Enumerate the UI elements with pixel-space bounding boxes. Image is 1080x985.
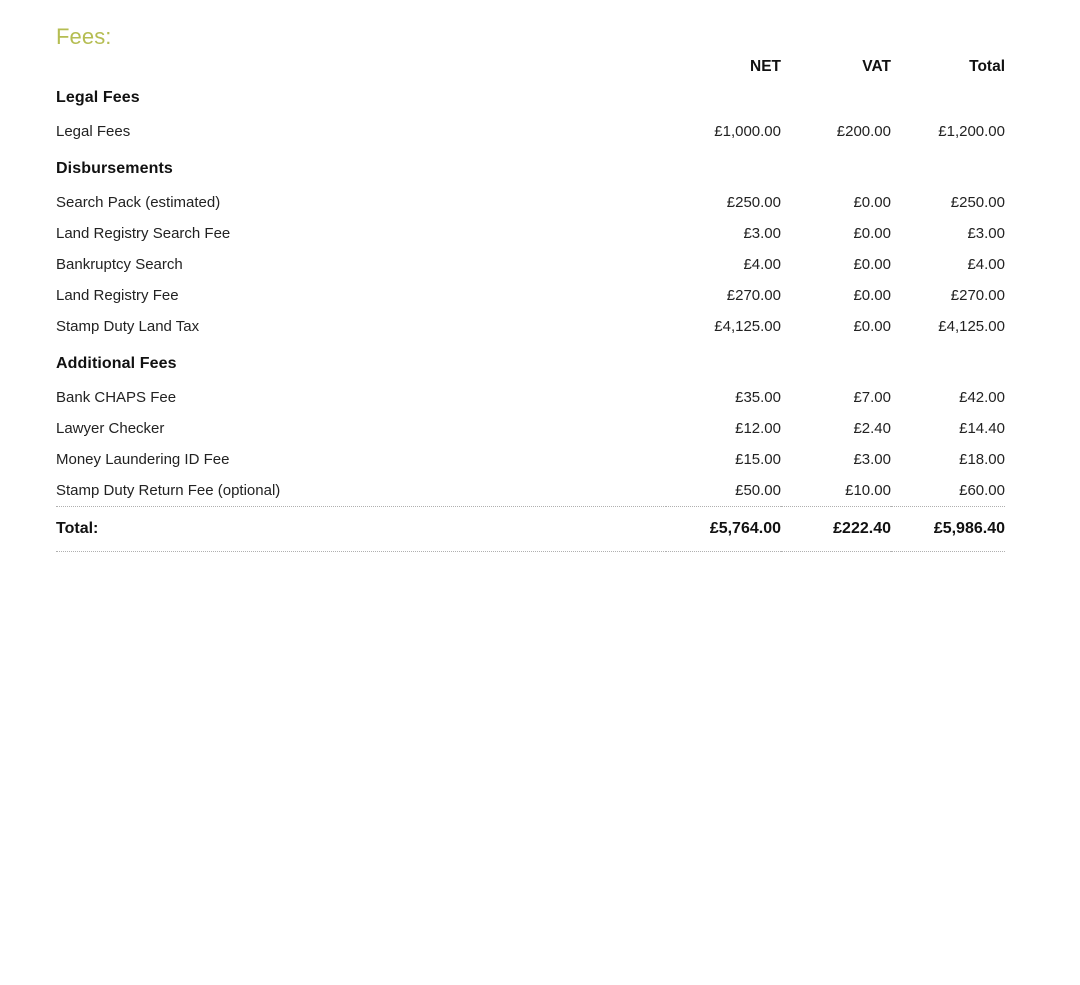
- table-row: [56, 280, 1005, 311]
- fees-panel: [56, 24, 1005, 552]
- total-net: £5,764.00: [666, 507, 781, 552]
- row-total: £60.00: [959, 482, 1005, 500]
- row-net: £3.00: [743, 225, 781, 243]
- row-vat: £3.00: [853, 451, 891, 469]
- row-total: £3.00: [967, 225, 1005, 243]
- row-net: £15.00: [735, 451, 781, 469]
- table-footer: [56, 507, 1005, 552]
- row-total: £1,200.00: [938, 123, 1005, 141]
- section-heading: Additional Fees: [56, 355, 177, 373]
- table-header-row: [56, 58, 1005, 86]
- row-total: £18.00: [959, 451, 1005, 469]
- table-row: [56, 116, 1005, 147]
- row-description: Stamp Duty Return Fee (optional): [56, 482, 281, 500]
- table-body: [56, 86, 1005, 507]
- row-description: Money Laundering ID Fee: [56, 451, 230, 469]
- row-description: Stamp Duty Land Tax: [56, 318, 200, 336]
- table-row: [56, 475, 1005, 507]
- row-description: Lawyer Checker: [56, 420, 165, 438]
- row-net: £4.00: [743, 256, 781, 274]
- total-row: [56, 507, 1005, 552]
- table-row: [56, 382, 1005, 413]
- row-net: £50.00: [735, 482, 781, 500]
- column-header-total: Total: [969, 58, 1005, 76]
- row-net: £4,125.00: [714, 318, 781, 336]
- row-vat: £0.00: [853, 256, 891, 274]
- row-total: £250.00: [950, 194, 1005, 212]
- row-description: Bank CHAPS Fee: [56, 389, 177, 407]
- row-total: £4,125.00: [938, 318, 1005, 336]
- table-row: [56, 311, 1005, 342]
- total-vat: £222.40: [781, 507, 891, 552]
- row-net: £250.00: [726, 194, 781, 212]
- section-heading-row: [56, 342, 1005, 382]
- row-total: £42.00: [959, 389, 1005, 407]
- row-vat: £2.40: [853, 420, 891, 438]
- row-vat: £7.00: [853, 389, 891, 407]
- column-header-vat: VAT: [862, 58, 891, 76]
- section-heading-row: [56, 147, 1005, 187]
- row-net: £35.00: [735, 389, 781, 407]
- column-header-net: NET: [750, 58, 781, 76]
- section-heading: Disbursements: [56, 160, 173, 178]
- row-total: £270.00: [950, 287, 1005, 305]
- row-description: Legal Fees: [56, 123, 131, 141]
- table-row: [56, 187, 1005, 218]
- row-vat: £10.00: [845, 482, 891, 500]
- row-net: £270.00: [726, 287, 781, 305]
- row-vat: £0.00: [853, 318, 891, 336]
- page-title: Fees:: [56, 24, 112, 49]
- table-row: [56, 444, 1005, 475]
- row-total: £14.40: [959, 420, 1005, 438]
- row-description: Search Pack (estimated): [56, 194, 221, 212]
- row-description: Land Registry Search Fee: [56, 225, 231, 243]
- total-total: £5,986.40: [891, 507, 1005, 552]
- row-total: £4.00: [967, 256, 1005, 274]
- section-heading: Legal Fees: [56, 89, 140, 107]
- table-row: [56, 249, 1005, 280]
- row-vat: £200.00: [836, 123, 891, 141]
- total-label: Total:: [56, 507, 666, 552]
- row-description: Bankruptcy Search: [56, 256, 183, 274]
- row-vat: £0.00: [853, 225, 891, 243]
- row-description: Land Registry Fee: [56, 287, 179, 305]
- section-heading-row: [56, 86, 1005, 116]
- table-row: [56, 413, 1005, 444]
- row-net: £1,000.00: [714, 123, 781, 141]
- column-header-description: [56, 58, 666, 86]
- row-net: £12.00: [735, 420, 781, 438]
- table-header: [56, 58, 1005, 86]
- row-vat: £0.00: [853, 194, 891, 212]
- table-row: [56, 218, 1005, 249]
- fees-table: [56, 58, 1005, 552]
- row-vat: £0.00: [853, 287, 891, 305]
